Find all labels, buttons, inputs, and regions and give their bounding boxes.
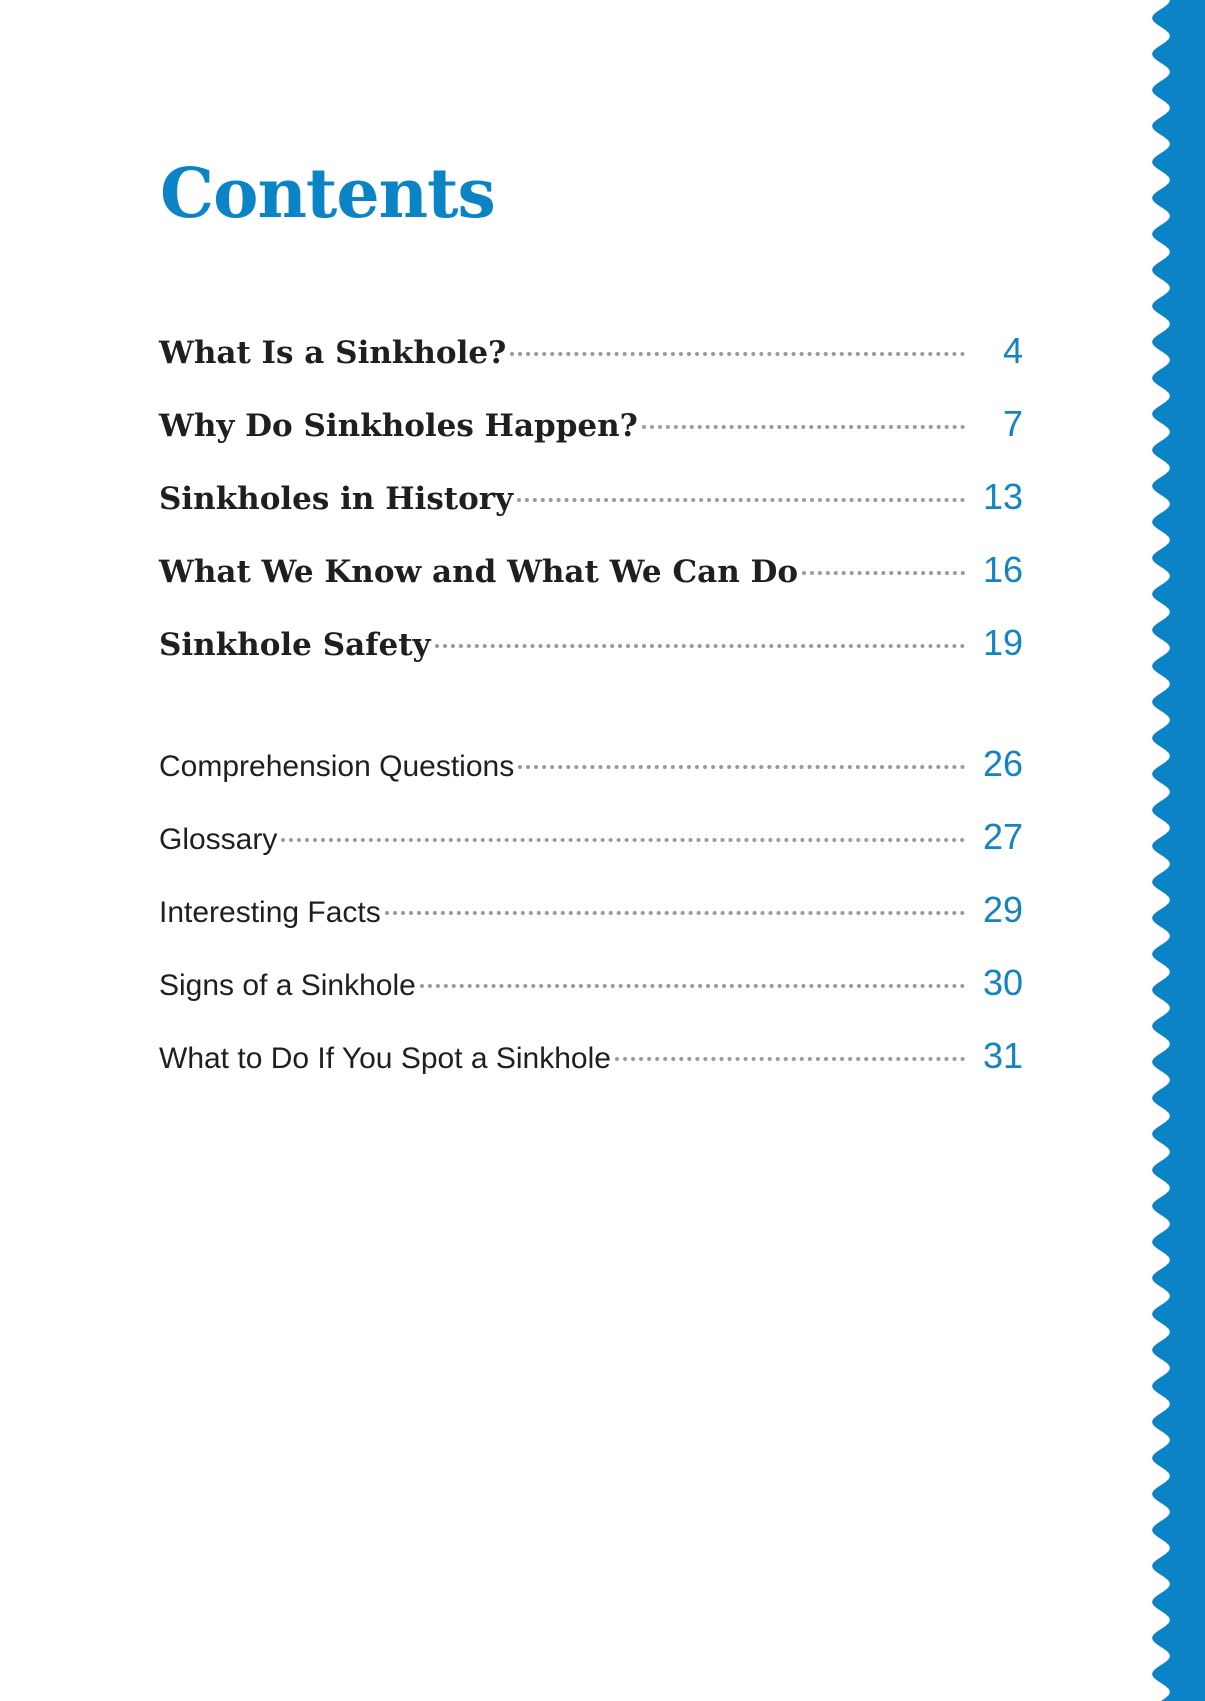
toc-entry-label: Sinkhole Safety (159, 627, 431, 663)
toc-entry-label: Interesting Facts (159, 896, 381, 929)
toc-page-number: 31 (982, 1035, 1023, 1076)
dot-leader (615, 1057, 965, 1061)
toc-page-number: 26 (982, 743, 1023, 784)
dot-leader (510, 352, 965, 356)
toc-page-number: 4 (1002, 330, 1023, 371)
toc-page-number: 16 (982, 549, 1023, 590)
dot-leader (435, 644, 965, 648)
toc-entry-chapter[interactable] (159, 622, 1023, 695)
dot-leader (518, 765, 965, 769)
wavy-blue-border (1135, 0, 1205, 1701)
toc-page-number: 27 (982, 816, 1023, 857)
toc-entry-label: Comprehension Questions (159, 750, 515, 783)
dot-leader (281, 838, 965, 842)
toc-entry-chapter[interactable] (159, 330, 1023, 403)
toc-entry-chapter[interactable] (159, 476, 1023, 549)
toc-entry-back-matter[interactable] (159, 889, 1023, 962)
section-gap (159, 695, 1023, 743)
page-title: Contents (160, 154, 495, 234)
toc-entry-back-matter[interactable] (159, 962, 1023, 1035)
dot-leader (385, 911, 965, 915)
toc-entry-label: What We Know and What We Can Do (159, 554, 799, 590)
toc-entry-label: Glossary (159, 823, 278, 856)
wave-edge-shape (1152, 0, 1205, 1701)
toc-entry-label: What to Do If You Spot a Sinkhole (159, 1042, 611, 1075)
dot-leader (642, 425, 965, 429)
table-of-contents (159, 330, 1023, 1108)
toc-page-number: 19 (982, 622, 1023, 663)
toc-entry-chapter[interactable] (159, 403, 1023, 476)
toc-entry-back-matter[interactable] (159, 743, 1023, 816)
toc-entry-back-matter[interactable] (159, 1035, 1023, 1108)
toc-entry-label: Signs of a Sinkhole (159, 969, 416, 1002)
toc-entry-label: Why Do Sinkholes Happen? (159, 408, 638, 444)
toc-page-number: 30 (982, 962, 1023, 1003)
toc-entry-label: Sinkholes in History (159, 481, 514, 517)
toc-page-number: 13 (982, 476, 1023, 517)
dot-leader (420, 984, 965, 988)
toc-entry-label: What Is a Sinkhole? (159, 335, 507, 371)
toc-entry-chapter[interactable] (159, 549, 1023, 622)
toc-page-number: 7 (1002, 403, 1023, 444)
toc-entry-back-matter[interactable] (159, 816, 1023, 889)
dot-leader (517, 498, 965, 502)
dot-leader (802, 571, 965, 575)
toc-page-number: 29 (982, 889, 1023, 930)
